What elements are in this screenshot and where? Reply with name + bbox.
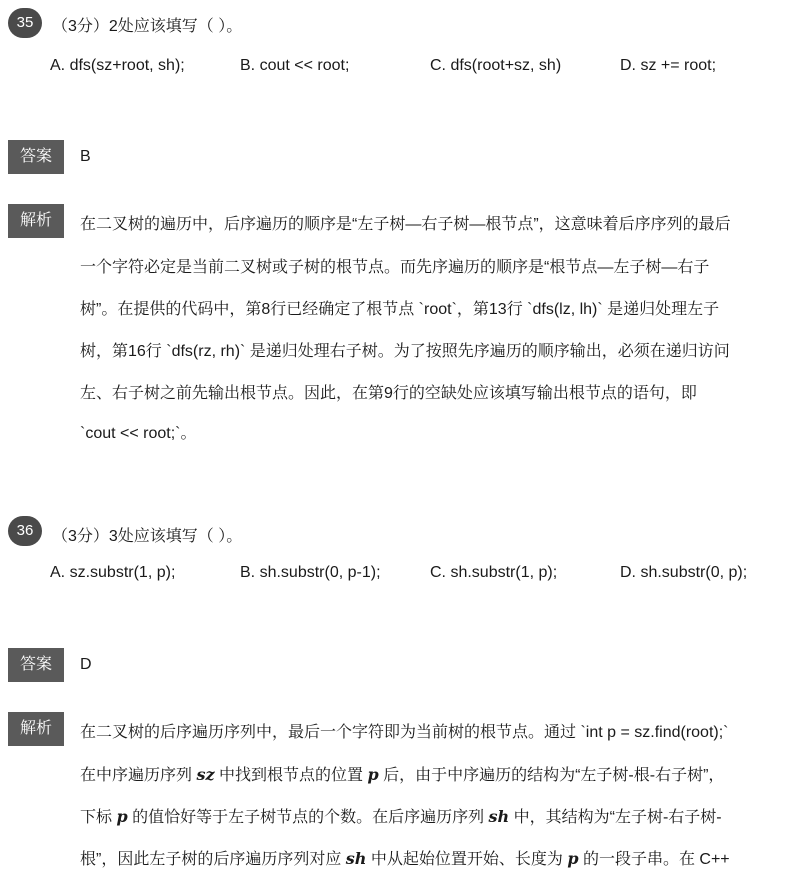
option-b	[240, 57, 349, 75]
math-var-p: p	[116, 807, 128, 826]
text-run: 的值恰好等于左子树节点的个数。在后序遍历序列	[127, 809, 489, 826]
text-run: 下标	[80, 809, 117, 826]
math-var-sh: sh	[488, 807, 510, 826]
analysis-line: 一个字符必定是当前二叉树或子树的根节点。而先序遍历的顺序是“根节点—左子树—右子	[80, 259, 710, 276]
answer-label: 答案	[8, 648, 64, 682]
analysis-label: 解析	[8, 712, 64, 746]
option-key: A.	[50, 57, 66, 74]
option-c	[430, 564, 557, 582]
math-var-sz: sz	[196, 765, 215, 784]
option-text: sh.substr(0, p-1);	[259, 564, 381, 581]
option-key: A.	[50, 564, 66, 581]
text-run: 中找到根节点的位置	[214, 767, 368, 784]
option-key: C.	[430, 564, 446, 581]
question-title: （3分）3处应该填写（ ）。	[52, 528, 243, 545]
option-text: dfs(sz+root, sh);	[69, 57, 185, 74]
option-key: D.	[620, 57, 636, 74]
question-number-badge: 35	[8, 8, 42, 38]
analysis-line: 左、右子树之前先输出根节点。因此，在第9行的空缺处应该填写输出根节点的语句，即	[80, 385, 697, 402]
text-run: 后，由于中序遍历的结构为“左子树-根-右子树”，	[378, 767, 725, 784]
question-number-badge: 36	[8, 516, 42, 546]
option-text: cout << root;	[259, 57, 350, 74]
option-b	[240, 564, 381, 582]
option-key: D.	[620, 564, 636, 581]
question-title: （3分）2处应该填写（ ）。	[52, 18, 243, 35]
analysis-line: 树，第16行 `dfs(rz, rh)` 是递归处理右子树。为了按照先序遍历的顺序输出，必须在递归访问	[80, 343, 730, 360]
option-text: sh.substr(0, p);	[640, 564, 748, 581]
math-var-sh: sh	[345, 849, 367, 868]
text-run: 中，其结构为“左子树-右子树-	[509, 809, 722, 826]
text-run: 的一段子串。在 C++	[578, 851, 730, 868]
option-a	[50, 57, 185, 75]
option-d	[620, 564, 747, 582]
analysis-line	[80, 762, 724, 785]
analysis-line: 树”。在提供的代码中，第8行已经确定了根节点 `root`，第13行 `dfs(lz, lh)` 是递归处理左子	[80, 301, 720, 318]
analysis-label: 解析	[8, 204, 64, 238]
answer-value: B	[80, 148, 91, 165]
analysis-line	[80, 846, 730, 869]
analysis-line: `cout << root;`。	[80, 425, 197, 442]
analysis-line: 在二叉树的遍历中，后序遍历的顺序是“左子树—右子树—根节点”，这意味着后序序列的最后	[80, 216, 731, 233]
text-run: 在中序遍历序列	[80, 767, 197, 784]
math-var-p: p	[567, 849, 579, 868]
option-text: dfs(root+sz, sh)	[450, 57, 562, 74]
option-key: B.	[240, 564, 256, 581]
option-a	[50, 564, 175, 582]
answer-value: D	[80, 656, 92, 673]
analysis-line	[80, 804, 722, 827]
option-text: sh.substr(1, p);	[450, 564, 558, 581]
answer-label: 答案	[8, 140, 64, 174]
option-key: C.	[430, 57, 446, 74]
option-c	[430, 57, 561, 75]
text-run: 根”，因此左子树的后序遍历序列对应	[80, 851, 346, 868]
math-var-p: p	[367, 765, 379, 784]
option-text: sz.substr(1, p);	[69, 564, 176, 581]
analysis-line: 在二叉树的后序遍历序列中，最后一个字符即为当前树的根节点。通过 `int p = sz.find(root);`	[80, 724, 729, 741]
text-run: 中从起始位置开始、长度为	[366, 851, 568, 868]
option-text: sz += root;	[640, 57, 717, 74]
option-d	[620, 57, 716, 75]
option-key: B.	[240, 57, 256, 74]
